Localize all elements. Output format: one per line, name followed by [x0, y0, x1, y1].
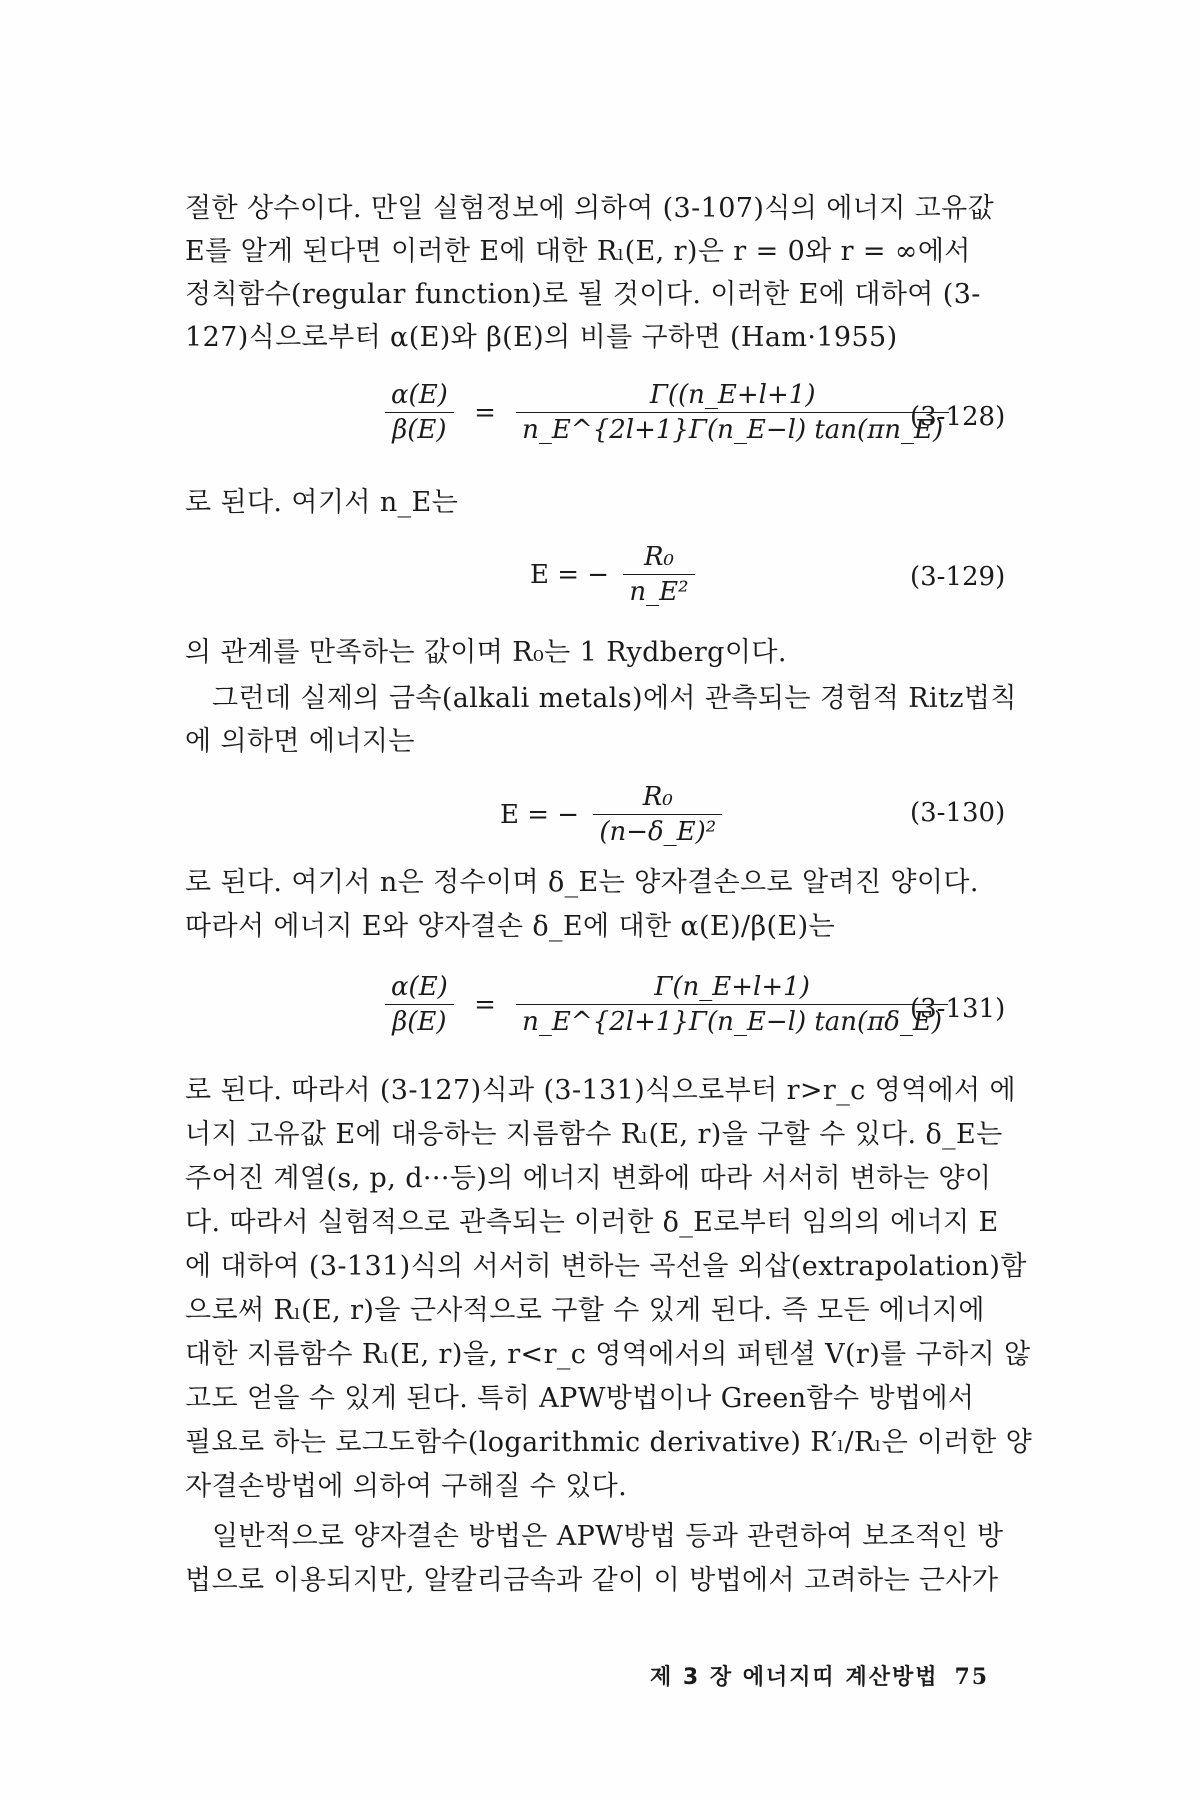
text-line: 대한 지름함수 Rₗ(E, r)을, r<r_c 영역에서의 퍼텐셜 V(r)를 구하지 않 — [185, 1339, 1031, 1370]
equation-number: (3-130) — [910, 798, 1006, 828]
text-line: 다. 따라서 실험적으로 관측되는 이러한 δ_E로부터 임의의 에너지 E — [185, 1207, 999, 1238]
equals-sign: = — [474, 397, 496, 428]
numerator: Γ(n_E+l+1) — [516, 970, 948, 1005]
text-line: 정칙함수(regular function)로 될 것이다. 이러한 E에 대하여 (3- — [185, 279, 981, 310]
equation-number: (3-131) — [910, 994, 1006, 1024]
text-line: 필요로 하는 로그도함수(logarithmic derivative) R′ₗ/Rₗ은 이러한 양 — [185, 1427, 1033, 1458]
fraction-rhs — [516, 378, 949, 447]
fraction-lhs — [385, 378, 454, 447]
text-line: 로 된다. 여기서 n_E는 — [185, 487, 459, 518]
text-line: 절한 상수이다. 만일 실험정보에 의하여 (3-107)식의 에너지 고유값 — [185, 193, 995, 224]
text-line: 고도 얻을 수 있게 된다. 특히 APW방법이나 Green함수 방법에서 — [185, 1383, 975, 1414]
text-line: 의 관계를 만족하는 값이며 R₀는 1 Rydberg이다. — [185, 637, 787, 668]
numerator: R₀ — [623, 540, 694, 575]
numerator: R₀ — [593, 780, 722, 815]
equation-number: (3-129) — [910, 562, 1006, 592]
text-line: 자결손방법에 의하여 구해질 수 있다. — [185, 1471, 628, 1502]
text-line: 주어진 계열(s, p, d···등)의 에너지 변화에 따라 서서히 변하는 양이 — [185, 1163, 992, 1194]
equation-3-128 — [385, 378, 949, 447]
denominator: β(E) — [392, 1007, 447, 1037]
equation-3-129 — [530, 540, 695, 609]
denominator: n_E^{2l+1}Γ(n_E−l) tan(πn_E) — [522, 415, 944, 445]
fraction-lhs — [385, 970, 454, 1039]
text-line: 법으로 이용되지만, 알칼리금속과 같이 이 방법에서 고려하는 근사가 — [185, 1565, 999, 1596]
text-line: 그런데 실제의 금속(alkali metals)에서 관측되는 경험적 Ritz법칙 — [212, 683, 1017, 714]
page-footer — [650, 1660, 989, 1691]
fraction — [623, 540, 694, 609]
equation-lhs: E = − — [500, 799, 580, 830]
equation-3-131 — [385, 970, 948, 1039]
equation-3-130 — [500, 780, 722, 849]
text-line: 따라서 에너지 E와 양자결손 δ_E에 대한 α(E)/β(E)는 — [185, 911, 835, 942]
text-line: 으로써 Rₗ(E, r)을 근사적으로 구할 수 있게 된다. 즉 모든 에너지에 — [185, 1295, 985, 1326]
denominator: n_E² — [629, 577, 689, 607]
equation-lhs: E = − — [530, 559, 610, 590]
fraction — [593, 780, 722, 849]
numerator: α(E) — [385, 970, 454, 1005]
text-line: 에 대하여 (3-131)식의 서서히 변하는 곡선을 외삽(extrapolation)함 — [185, 1251, 1027, 1282]
text-line: 로 된다. 여기서 n은 정수이며 δ_E는 양자결손으로 알려진 양이다. — [185, 867, 979, 898]
text-line: 너지 고유값 E에 대응하는 지름함수 Rₗ(E, r)을 구할 수 있다. δ_E는 — [185, 1119, 1003, 1150]
text-line: E를 알게 된다면 이러한 E에 대한 Rₗ(E, r)은 r = 0와 r = ∞에서 — [185, 236, 971, 267]
numerator: α(E) — [385, 378, 454, 413]
equals-sign: = — [474, 989, 496, 1020]
denominator: n_E^{2l+1}Γ(n_E−l) tan(πδ_E) — [522, 1007, 943, 1037]
text-line: 일반적으로 양자결손 방법은 APW방법 등과 관련하여 보조적인 방 — [212, 1521, 1004, 1552]
equation-number: (3-128) — [910, 402, 1006, 432]
numerator: Γ((n_E+l+1) — [516, 378, 949, 413]
denominator: β(E) — [392, 415, 447, 445]
text-line: 127)식으로부터 α(E)와 β(E)의 비를 구하면 (Ham·1955) — [185, 322, 898, 353]
text-line: 로 된다. 따라서 (3-127)식과 (3-131)식으로부터 r>r_c 영역에서 에 — [185, 1075, 1016, 1106]
text-line: 에 의하면 에너지는 — [185, 726, 415, 757]
page-number: 75 — [954, 1664, 990, 1690]
denominator: (n−δ_E)² — [599, 817, 717, 847]
fraction-rhs — [516, 970, 948, 1039]
chapter-title: 제 3 장 에너지띠 계산방법 — [650, 1665, 939, 1690]
